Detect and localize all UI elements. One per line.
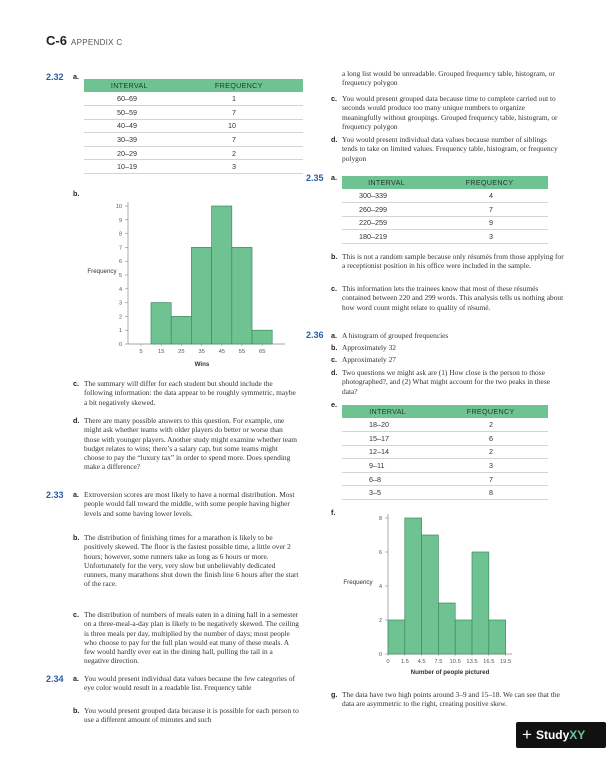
table-row: 3–5 8 [342,486,548,500]
y-tick-label: 8 [118,231,122,238]
wins-histogram [80,196,305,371]
x-tick-label: 16.5 [483,659,495,665]
y-tick-label: 6 [378,550,382,556]
x-axis-label: Wins [194,361,210,368]
table-row: 180–219 3 [342,230,548,244]
part-letter: c. [73,379,79,388]
table-header-frequency: FREQUENCY [175,79,303,92]
table-row: 30–39 7 [84,133,303,147]
part-letter: e. [331,400,337,409]
table-row: 12–14 2 [342,445,548,459]
table-header-frequency: FREQUENCY [431,176,548,189]
part-letter: c. [331,355,337,364]
x-tick-label: 65 [258,349,266,355]
answer-text: The distribution of finishing times for a marathon is likely to be positively skewed. The floor is the fastest possible time, a little over 2 hours; however, some runners take as long as 6 hours or more. Unfortunately for the very, very slow but unbelievably dedicated runners, many marathons shut down the finish line 6 hours after the start of the race. [84,533,299,589]
answer-text: You would present grouped data because time to complete carried out to seconds would produce too many unique numbers to organize meaningfully without groupings. Grouped frequency table, histogram, or frequency polygon [342,94,558,131]
table-row: 18–20 2 [342,418,548,432]
table-row: 40–49 10 [84,119,303,133]
x-tick-label: 13.5 [466,659,478,665]
y-tick-label: 7 [118,245,122,252]
problem-number: 2.32 [46,72,64,82]
answer-text: a long list would be unreadable. Grouped frequency table, histogram, or frequency polygon [342,69,555,88]
y-tick-label: 0 [118,342,122,348]
table-row: 9–11 3 [342,459,548,473]
table-header-interval: INTERVAL [342,176,431,189]
table-row: 20–29 2 [84,146,303,160]
x-axis-label: Number of people pictured [410,669,490,676]
answer-text: There are many possible answers to this question. For example, one might ask whether teams with older players do better or worse than those with younger players. Another study might examine whether team budget relates to wins; there’s a salary cap, but some teams might choose to pay the “luxury tax” in order to spend more. Does spending make a difference? [84,416,298,472]
brand-accent: XY [569,728,586,742]
answer-text: A histogram of grouped frequencies [342,331,449,340]
histogram-bar [422,535,439,654]
part-letter: b. [73,706,80,715]
histogram-bar [151,303,171,344]
y-tick-label: 6 [118,259,122,266]
x-tick-label: 5 [139,349,143,355]
frequency-table [342,405,548,500]
table-row: 10–19 3 [84,160,303,174]
answer-text: The summary will differ for each student but should include the following information: the data appear to be roughly symmetric, maybe a bit negatively skewed. [84,379,296,407]
y-tick-label: 9 [118,217,122,224]
part-letter: a. [73,490,79,499]
part-letter: a. [331,331,337,340]
x-tick-label: 7.5 [434,659,443,665]
y-tick-label: 8 [378,516,382,522]
y-tick-label: 4 [378,584,382,590]
table-row: 220–259 9 [342,216,548,230]
y-tick-label: 2 [118,314,122,321]
histogram-bar [171,316,191,344]
part-letter: c. [331,284,337,293]
answer-text: The data have two high points around 3–9 and 15–18. We can see that the data are asymmetric to the right, creating positive skew. [342,690,560,709]
answer-text: Extroversion scores are most likely to have a normal distribution. Most people would fall toward the middle, with some people having higher levels and some having lower levels. [84,490,295,518]
histogram-bar [212,206,232,344]
problem-number: 2.35 [306,173,324,183]
x-tick-label: 25 [178,349,185,355]
x-tick-label: 45 [218,349,226,355]
x-tick-label: 55 [238,349,246,355]
part-letter: d. [331,135,338,144]
histogram-bar [455,620,472,654]
answer-text: You would present grouped data because it is possible for each person to use a different amount of minutes and such [84,706,299,725]
table-row: 300–339 4 [342,189,548,203]
answer-text: This information lets the trainees know that most of these résumés contained between 220 and 299 words. This analysis tells us nothing about how word count might relate to quality of résumé. [342,284,564,312]
y-tick-label: 1 [118,328,122,335]
y-tick-label: 5 [118,273,122,279]
part-letter: a. [73,674,79,683]
y-axis-label: Frequency [87,268,117,275]
y-tick-label: 4 [118,286,122,293]
y-tick-label: 0 [378,652,382,658]
part-letter: c. [73,610,79,619]
table-header-interval: INTERVAL [342,405,433,418]
histogram-bar [388,620,405,654]
histogram-bar [489,620,506,654]
table-row: 60–69 1 [84,92,303,106]
part-letter: b. [331,252,338,261]
frequency-table [342,176,548,244]
answer-text: The distribution of numbers of meals eaten in a dining hall in a semester on a three-meal-a-day plan is likely to be negatively skewed. The ceiling is three meals per day, multiplied by the number of days; most people who choose to pay for the full plan would eat many of these meals. A few would hardly ever eat in the dining hall, pulling the tail in a negative direction. [84,610,299,666]
problem-number: 2.33 [46,490,64,500]
part-letter: b. [73,533,80,542]
x-tick-label: 1.5 [400,659,409,665]
plus-icon: + [522,725,532,744]
part-letter: a. [73,72,79,81]
part-letter: a. [331,173,337,182]
table-row: 50–59 7 [84,106,303,120]
part-letter: d. [73,416,80,425]
y-axis-label: Frequency [343,579,373,586]
part-letter: g. [331,690,338,699]
table-header-frequency: FREQUENCY [433,405,548,418]
answer-text: Two questions we might ask are (1) How close is the person to those photographed?, and (2) What might account for the two peaks in these data? [342,368,550,396]
y-tick-label: 10 [115,204,122,210]
table-header-interval: INTERVAL [84,79,175,92]
histogram-bar [191,247,211,344]
problem-number: 2.36 [306,330,324,340]
y-tick-label: 3 [118,300,122,307]
histogram-bar [472,552,489,654]
answer-text: Approximately 27 [342,355,396,364]
table-row: 6–8 7 [342,472,548,486]
x-tick-label: 19.5 [499,659,512,665]
x-tick-label: 35 [198,349,205,355]
x-tick-label: 15 [157,349,165,355]
table-row: 15–17 6 [342,432,548,446]
part-letter: b. [73,189,80,198]
x-tick-label: 4.5 [417,659,426,665]
histogram-bar [438,603,455,654]
people-pictured-histogram [336,508,521,680]
part-letter: c. [331,94,337,103]
histogram-bar [252,330,272,344]
page-header [46,32,122,50]
answer-text: Approximately 32 [342,343,396,352]
part-letter: f. [331,508,336,517]
x-tick-label: 0 [386,659,390,665]
answer-text: You would present individual data values because number of siblings tends to take on limited values. Frequency table, histogram, or frequency polygon [342,135,558,163]
answer-text: This is not a random sample because only résumés from those applying for a receptionist position in his office were included in the sample. [342,252,564,271]
histogram-bar [405,518,422,654]
x-tick-label: 10.5 [449,659,461,665]
answer-text: You would present individual data values because the few categories of eye color would result in a readable list. Frequency table [84,674,296,693]
histogram-bar [232,247,252,344]
appendix-label: APPENDIX C [70,38,123,47]
problem-number: 2.34 [46,674,64,684]
page-code: C-6 [46,33,67,48]
y-tick-label: 2 [378,618,382,624]
brand-name: Study [535,728,570,742]
studyxy-logo [516,722,606,748]
part-letter: b. [331,343,338,352]
part-letter: d. [331,368,338,377]
table-row: 260–299 7 [342,203,548,217]
frequency-table [84,79,303,174]
